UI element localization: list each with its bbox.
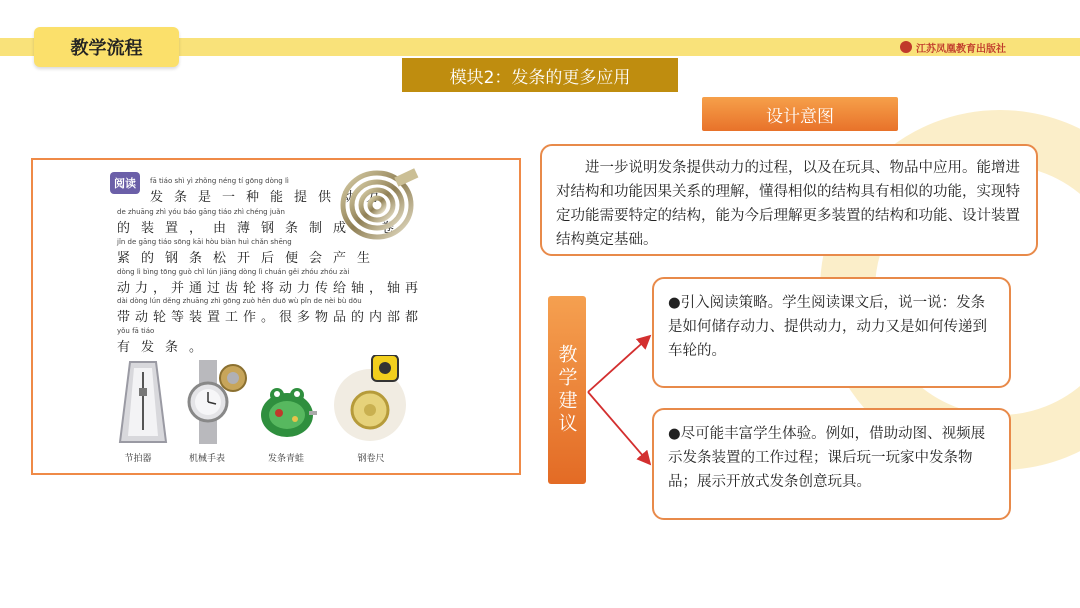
item-label-frog: 发条青蛙 bbox=[267, 454, 304, 464]
text-line: 动力，并通过齿轮将动力传给轴，轴再 bbox=[117, 281, 424, 296]
publisher-emblem-icon bbox=[900, 41, 912, 53]
tape-measure-image bbox=[332, 355, 410, 441]
pinyin-line: dòng lì bìng tōng guò chǐ lún jiāng dòng lì chuán gěi zhóu zhóu zài bbox=[117, 268, 350, 276]
suggestion-box-experience: ●尽可能丰富学生体验。例如，借助动图、视频展示发条装置的工作过程；课后玩一玩家中发条物品；展示开放式发条创意玩具。 bbox=[652, 408, 1011, 520]
module-title: 模块2：发条的更多应用 bbox=[402, 58, 678, 92]
pinyin-line: fā tiáo shì yì zhǒng néng tí gōng dòng lì bbox=[150, 177, 289, 185]
publisher-logo bbox=[900, 39, 1006, 55]
pinyin-line: jǐn de gāng tiáo sōng kāi hòu biàn huì chǎn shēng bbox=[117, 238, 292, 246]
item-label-metronome: 节拍器 bbox=[124, 454, 152, 464]
text-line: 带动轮等装置工作。很多物品的内部都 bbox=[117, 310, 424, 325]
text-line: 有发条。 bbox=[117, 340, 214, 355]
metronome-image bbox=[118, 358, 168, 446]
item-label-watch: 机械手表 bbox=[188, 454, 225, 464]
design-intent-header: 设计意图 bbox=[702, 97, 898, 131]
pinyin-line: yǒu fā tiáo bbox=[117, 327, 155, 335]
pinyin-line: de zhuāng zhì yóu báo gāng tiáo zhì chéng juǎn bbox=[117, 208, 285, 216]
section-badge: 教学流程 bbox=[34, 27, 179, 67]
pinyin-line: dài dòng lún děng zhuāng zhì gōng zuò hěn duō wù pǐn de nèi bù dōu bbox=[117, 297, 362, 305]
design-intent-text: 进一步说明发条提供动力的过程，以及在玩具、物品中应用。能增进对结构和功能因果关系的理解，懂得相似的结构具有相似的功能，实现特定功能需要特定的结构，能为今后理解更多装置的结构和功能、设计装置结构奠定基础。 bbox=[540, 144, 1038, 256]
text-line: 发条是一种能提供动力 bbox=[150, 190, 391, 205]
item-label-tape-measure: 钢卷尺 bbox=[357, 454, 385, 464]
suggestion-box-reading: ●引入阅读策略。学生阅读课文后，说一说：发条是如何储存动力、提供动力，动力又是如何传递到车轮的。 bbox=[652, 277, 1011, 388]
connector-arrows bbox=[586, 330, 656, 470]
read-badge: 阅读 bbox=[110, 172, 140, 194]
mechanical-watch-image bbox=[185, 360, 247, 444]
publisher-name: 江苏凤凰教育出版社 bbox=[916, 43, 1006, 55]
text-line: 紧的钢条松开后便会产生 bbox=[117, 251, 382, 266]
teaching-suggestions-tab: 教学建议 bbox=[548, 296, 586, 484]
spring-coil-image bbox=[335, 165, 425, 245]
wind-up-frog-image bbox=[257, 375, 317, 443]
text-line: 的装置，由薄钢条制成。卷 bbox=[117, 221, 406, 236]
